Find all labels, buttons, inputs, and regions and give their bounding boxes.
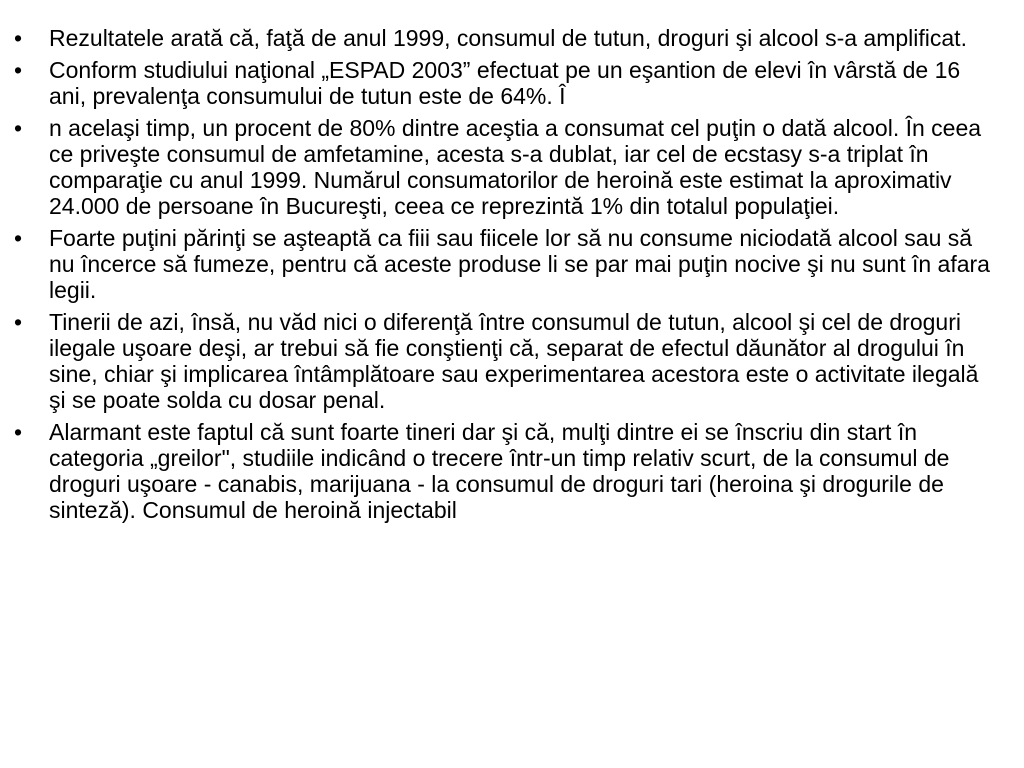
bullet-icon: • [14,57,23,83]
bullet-text: Rezultatele arată că, faţă de anul 1999, consumul de tutun, droguri şi alcool s-a amplificat. [49,25,967,51]
bullet-item [14,57,994,109]
bullet-item [14,115,994,219]
bullet-icon: • [14,225,23,251]
bullet-text: Foarte puţini părinţi se aşteaptă ca fiii sau fiicele lor să nu consume niciodată alcool sau să nu încerce să fumeze, pentru că aceste produse li se par mai puţin nocive şi nu sunt în afara legii. [49,225,990,303]
bullet-icon: • [14,419,23,445]
bullet-icon: • [14,309,23,335]
bullet-item [14,309,994,413]
bullet-item [14,25,994,51]
bullet-list [14,25,994,529]
bullet-text: n acelaşi timp, un procent de 80% dintre aceştia a consumat cel puţin o dată alcool. În ceea ce priveşte consumul de amfetamine, acesta s-a dublat, iar cel de ecstasy s-a triplat în comparaţie cu anul 1999. Numărul consumatorilor de heroină este estimat la aproximativ 24.000 de persoane în Bucureşti, ceea ce reprezintă 1% din totalul populaţiei. [49,115,982,219]
bullet-text: Alarmant este faptul că sunt foarte tineri dar şi că, mulţi dintre ei se înscriu din start în categoria „greilor", studiile indicând o trecere într-un timp relativ scurt, de la consumul de droguri uşoare - canabis, marijuana - la consumul de droguri tari (heroina şi drogurile de sinteză). Consumul de heroină injectabil [49,419,950,523]
bullet-icon: • [14,25,23,51]
bullet-text: Conform studiului naţional „ESPAD 2003” efectuat pe un eşantion de elevi în vârstă de 16 ani, prevalenţa consumului de tutun este de 64%. Î [49,57,961,109]
bullet-item [14,419,994,523]
bullet-item [14,225,994,303]
bullet-text: Tinerii de azi, însă, nu văd nici o diferenţă între consumul de tutun, alcool şi cel de droguri ilegale uşoare deşi, ar trebui să fie conştienţi că, separat de efectul dăunător al drogului în sine, chiar şi implicarea întâmplătoare sau experimentarea acestora este o activitate ilegală şi se poate solda cu dosar penal. [49,309,979,413]
bullet-icon: • [14,115,23,141]
